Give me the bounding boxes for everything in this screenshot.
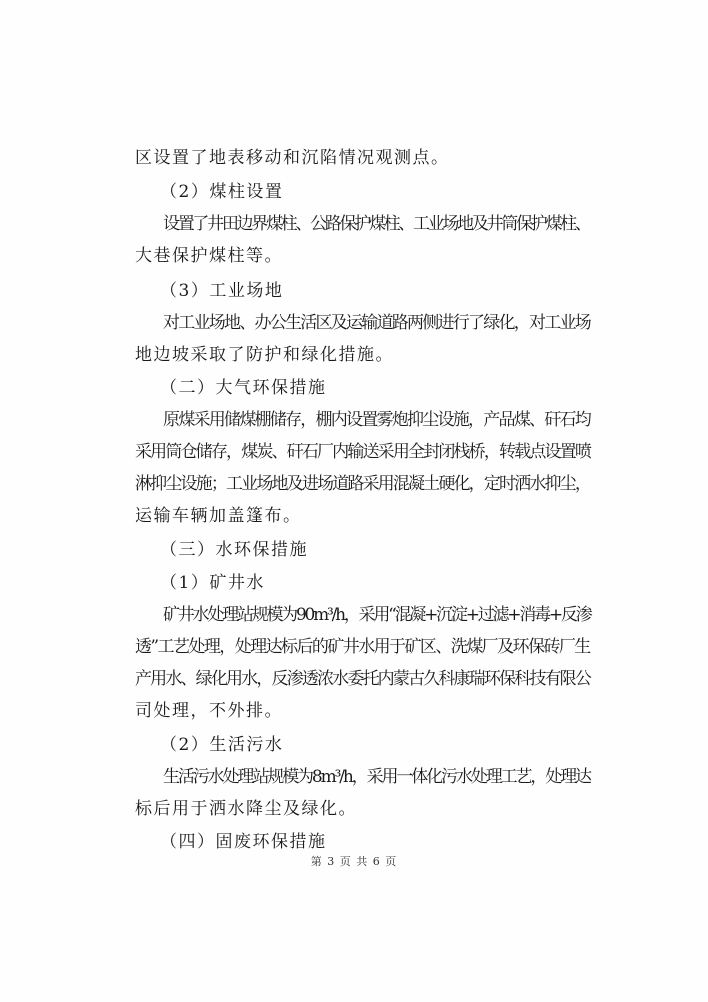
section-heading: （2）生活污水 — [160, 735, 284, 755]
text-line: 透”工艺处理，处理达标后的矿井水用于矿区、洗煤厂及环保砖厂生 — [135, 637, 590, 657]
section-heading: （2）煤柱设置 — [160, 182, 284, 202]
section-heading: （二）大气环保措施 — [160, 378, 327, 398]
text-line: 矿井水处理站规模为90m³/h，采用“混凝+沉淀+过滤+消毒+反渗 — [163, 605, 591, 625]
text-line: 产用水、绿化用水，反渗透浓水委托内蒙古久科康瑞环保科技有限公 — [135, 669, 590, 689]
section-heading: （3）工业场地 — [160, 281, 284, 301]
page-number-footer: 第 3 页 共 6 页 — [310, 855, 398, 868]
text-line: 大巷保护煤柱等。 — [135, 246, 283, 266]
section-heading: （四）固废环保措施 — [160, 832, 327, 852]
text-line: 地边坡采取了防护和绿化措施。 — [135, 345, 394, 365]
text-line: 设置了井田边界煤柱、公路保护煤柱、工业场地及井筒保护煤柱、 — [163, 214, 590, 234]
text-line: 生活污水处理站规模为8m³/h，采用一体化污水处理工艺，处理达 — [163, 767, 590, 787]
text-line: 采用筒仓储存，煤炭、矸石厂内输送采用全封闭栈桥，转载点设置喷 — [135, 442, 590, 462]
text-line: 运输车辆加盖篷布。 — [135, 506, 302, 526]
text-line: 司处理，不外排。 — [135, 701, 283, 721]
text-line: 原煤采用储煤棚储存，棚内设置雾炮抑尘设施，产品煤、矸石均 — [163, 410, 590, 430]
text-line: 标后用于洒水降尘及绿化。 — [135, 799, 357, 819]
section-heading: （三）水环保措施 — [160, 540, 308, 560]
text-line: 淋抑尘设施；工业场地及进场道路采用混凝土硬化，定时洒水抑尘， — [135, 474, 590, 494]
text-line: 对工业场地、办公生活区及运输道路两侧进行了绿化，对工业场 — [163, 313, 590, 333]
section-heading: （1）矿井水 — [160, 573, 265, 593]
text-line: 区设置了地表移动和沉陷情况观测点。 — [135, 148, 450, 168]
